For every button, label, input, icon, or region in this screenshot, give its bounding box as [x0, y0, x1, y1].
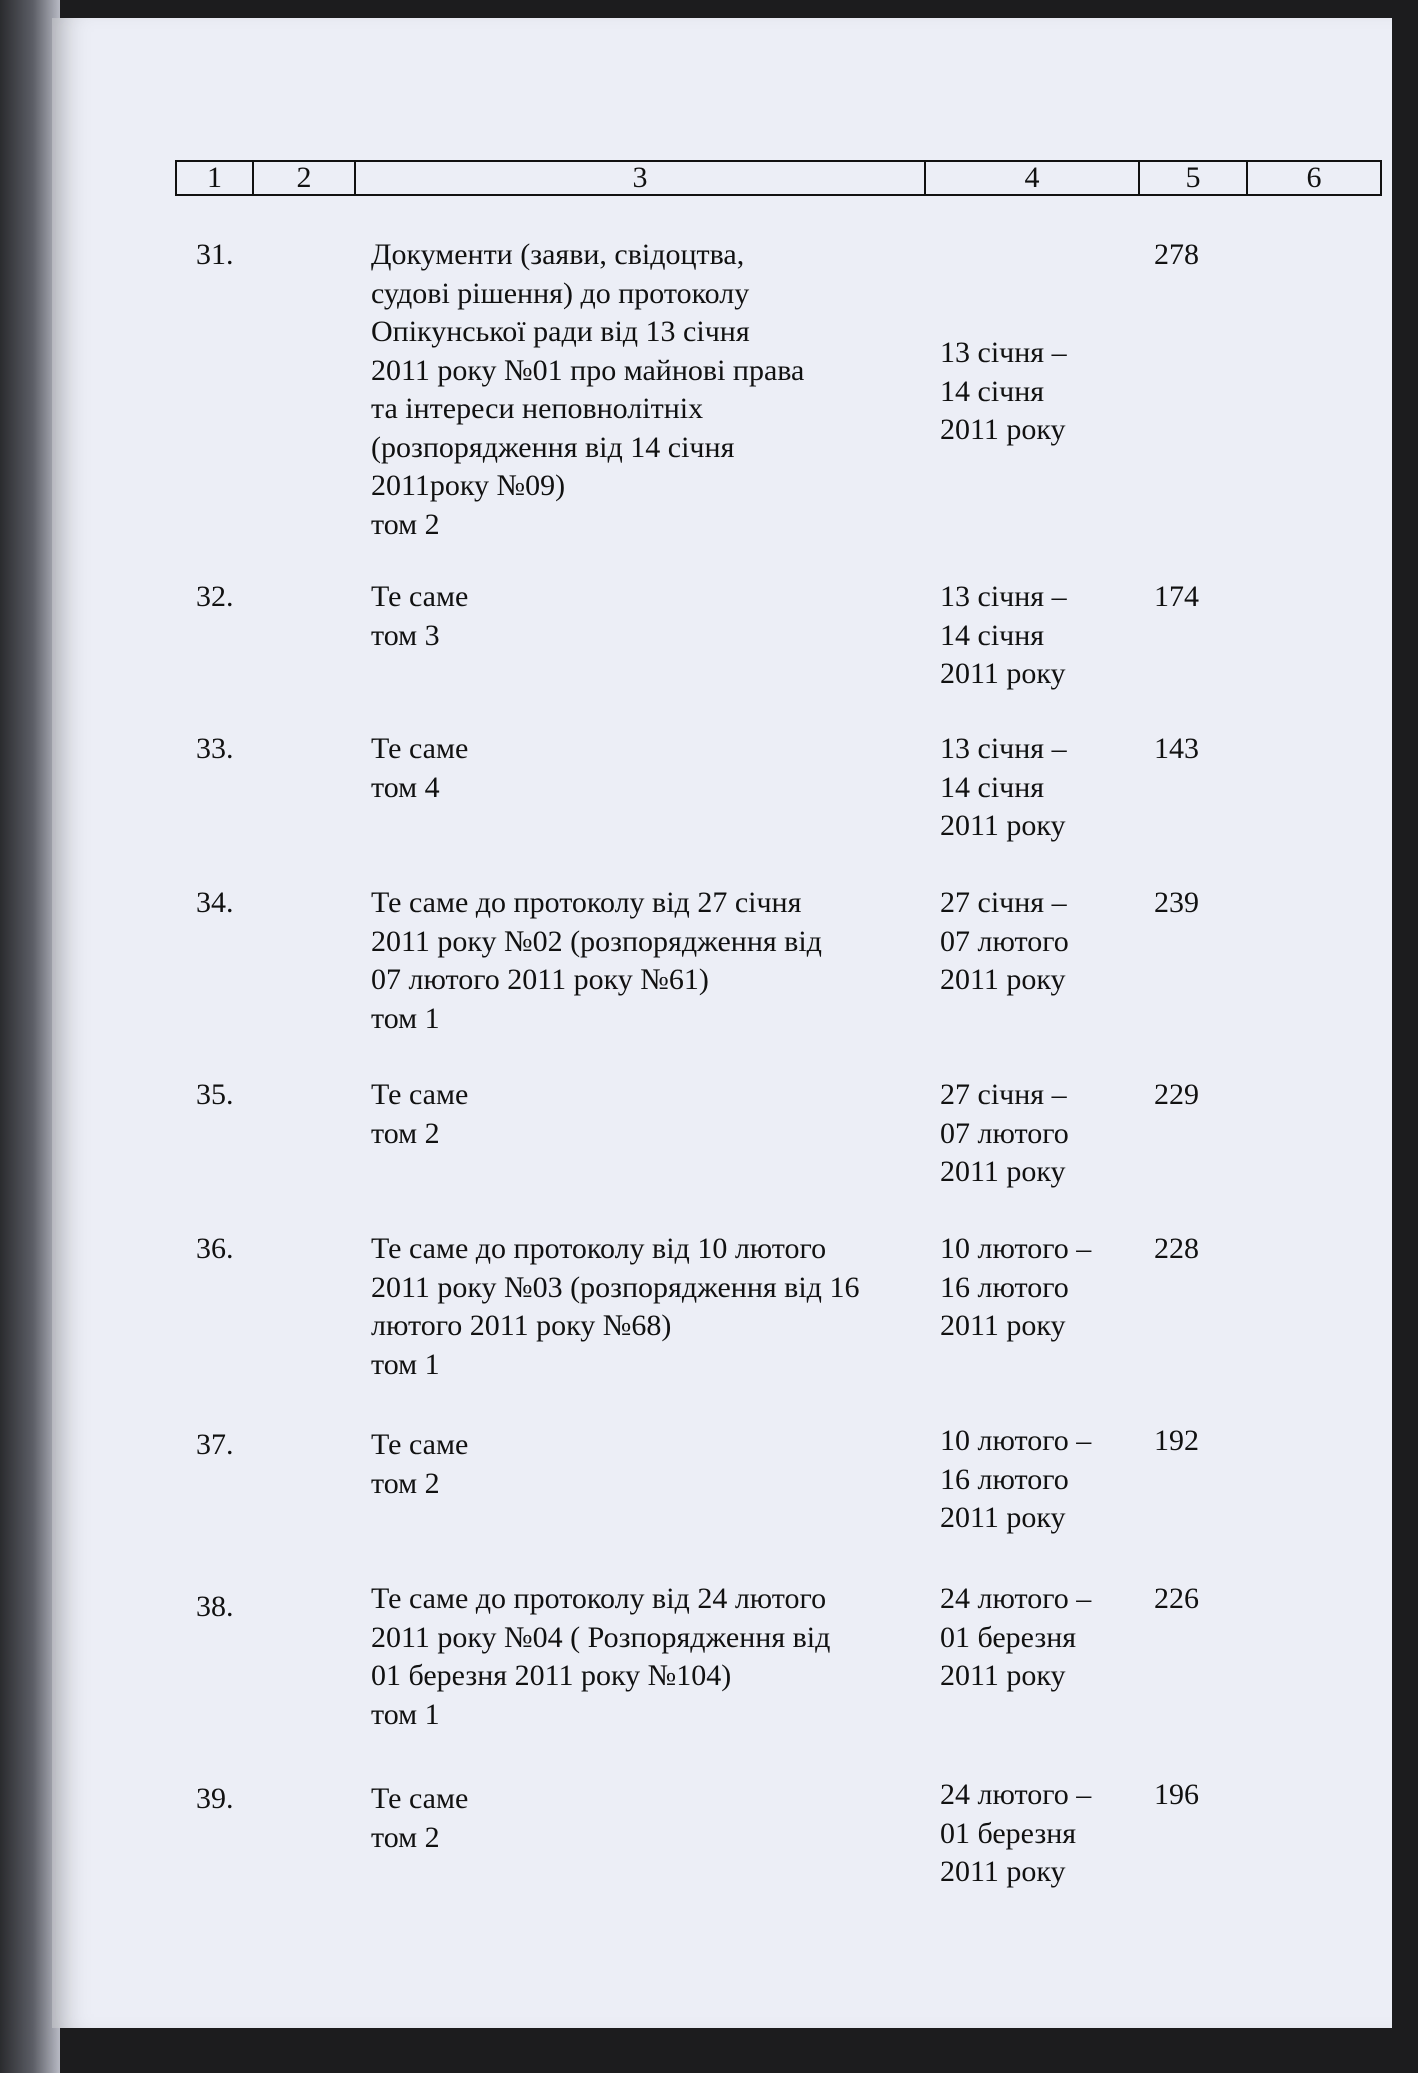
- entry-dates: [940, 1076, 1140, 1192]
- date-line: 07 лютого: [940, 1116, 1069, 1150]
- entry-description: [371, 1426, 911, 1503]
- description-line: 2011 року №01 про майнові права: [371, 353, 805, 387]
- description-line: Те саме: [371, 580, 469, 613]
- column-header-3: 3: [355, 161, 925, 195]
- date-line: 16 лютого: [940, 1270, 1069, 1304]
- description-line: Те саме: [371, 1782, 469, 1815]
- description-line: 01 березня 2011 року №104): [371, 1659, 732, 1692]
- date-line: 01 березня: [940, 1620, 1077, 1654]
- description-line: том 2: [371, 507, 440, 541]
- entry-dates: [940, 1776, 1140, 1892]
- description-line: Те саме: [371, 732, 469, 765]
- entry-description: [371, 1230, 911, 1384]
- entry-page-count: 226: [1154, 1582, 1199, 1615]
- description-line: Те саме до протоколу від 10 лютого: [371, 1232, 827, 1265]
- date-line: 2011 року: [940, 413, 1066, 446]
- description-line: лютого 2011 року №68): [371, 1309, 672, 1342]
- entry-number: 37.: [196, 1428, 234, 1461]
- date-line: 24 лютого –: [940, 1582, 1092, 1615]
- date-line: 2011 року: [940, 657, 1066, 690]
- description-line: 2011 року №02 (розпорядження від: [371, 924, 822, 958]
- date-line: 2011 року: [940, 963, 1066, 996]
- date-line: 13 січня –: [940, 336, 1067, 369]
- description-line: том 1: [371, 1697, 440, 1731]
- entry-description: [371, 236, 911, 544]
- entry-dates: [940, 1580, 1140, 1696]
- date-line: 2011 року: [940, 809, 1066, 842]
- entry-number: 35.: [196, 1078, 234, 1111]
- date-line: 16 лютого: [940, 1462, 1069, 1496]
- description-line: 2011 року №03 (розпорядження від 16: [371, 1270, 860, 1304]
- description-line: том 4: [371, 770, 440, 804]
- date-line: 24 лютого –: [940, 1778, 1092, 1811]
- column-header-1: 1: [176, 161, 253, 195]
- description-line: 2011року №09): [371, 469, 566, 502]
- entry-page-count: 192: [1154, 1424, 1199, 1457]
- description-line: 07 лютого 2011 року №61): [371, 963, 709, 996]
- entry-description: [371, 1580, 911, 1734]
- entry-dates: [940, 1422, 1140, 1538]
- description-line: том 2: [371, 1820, 440, 1854]
- entry-number: 34.: [196, 886, 234, 919]
- description-line: том 1: [371, 1001, 440, 1035]
- entry-number: 31.: [196, 238, 234, 271]
- date-line: 13 січня –: [940, 732, 1067, 765]
- entry-page-count: 174: [1154, 580, 1199, 613]
- description-line: Те саме: [371, 1428, 469, 1461]
- date-line: 10 лютого –: [940, 1424, 1092, 1457]
- date-line: 27 січня –: [940, 1078, 1067, 1111]
- entry-dates: [940, 730, 1140, 846]
- entry-description: [371, 1780, 911, 1857]
- entry-page-count: 239: [1154, 886, 1199, 919]
- column-header-2: 2: [253, 161, 355, 195]
- date-line: 01 березня: [940, 1816, 1077, 1850]
- entry-description: [371, 578, 911, 655]
- date-line: 07 лютого: [940, 924, 1069, 958]
- entry-description: [371, 730, 911, 807]
- entry-dates: [940, 884, 1140, 1000]
- date-line: 27 січня –: [940, 886, 1067, 919]
- description-line: том 2: [371, 1466, 440, 1500]
- entry-page-count: 143: [1154, 732, 1199, 765]
- column-header-4: 4: [925, 161, 1139, 195]
- entry-number: 32.: [196, 580, 234, 613]
- date-line: 2011 року: [940, 1309, 1066, 1342]
- date-line: 2011 року: [940, 1501, 1066, 1534]
- entry-dates: [940, 578, 1140, 694]
- description-line: Те саме до протоколу від 24 лютого: [371, 1582, 827, 1615]
- entry-number: 33.: [196, 732, 234, 765]
- description-line: том 3: [371, 618, 440, 652]
- date-line: 13 січня –: [940, 580, 1067, 613]
- binding-spine: [0, 0, 60, 2073]
- entry-page-count: 228: [1154, 1232, 1199, 1265]
- description-line: том 2: [371, 1116, 440, 1150]
- entry-dates: [940, 334, 1140, 450]
- description-line: Те саме: [371, 1078, 469, 1111]
- description-line: Документи (заяви, свідоцтва,: [371, 238, 745, 271]
- entry-description: [371, 884, 911, 1038]
- column-header-6: 6: [1247, 161, 1381, 195]
- description-line: та інтереси неповнолітніх: [371, 392, 704, 425]
- entry-number: 36.: [196, 1232, 234, 1265]
- date-line: 14 січня: [940, 618, 1045, 652]
- entry-page-count: 196: [1154, 1778, 1199, 1811]
- date-line: 10 лютого –: [940, 1232, 1092, 1265]
- date-line: 2011 року: [940, 1155, 1066, 1188]
- date-line: 2011 року: [940, 1659, 1066, 1692]
- entry-page-count: 278: [1154, 238, 1199, 271]
- entry-description: [371, 1076, 911, 1153]
- description-line: (розпорядження від 14 січня: [371, 430, 735, 464]
- entry-page-count: 229: [1154, 1078, 1199, 1111]
- description-line: Опікунської ради від 13 січня: [371, 315, 750, 348]
- column-header-5: 5: [1139, 161, 1247, 195]
- entry-dates: [940, 1230, 1140, 1346]
- description-line: судові рішення) до протоколу: [371, 276, 750, 310]
- date-line: 14 січня: [940, 770, 1045, 804]
- column-header-table: [175, 160, 1382, 196]
- date-line: 2011 року: [940, 1855, 1066, 1888]
- entry-number: 39.: [196, 1782, 234, 1815]
- description-line: 2011 року №04 ( Розпорядження від: [371, 1620, 831, 1654]
- description-line: Те саме до протоколу від 27 січня: [371, 886, 802, 919]
- description-line: том 1: [371, 1347, 440, 1381]
- entry-number: 38.: [196, 1590, 234, 1623]
- date-line: 14 січня: [940, 374, 1045, 408]
